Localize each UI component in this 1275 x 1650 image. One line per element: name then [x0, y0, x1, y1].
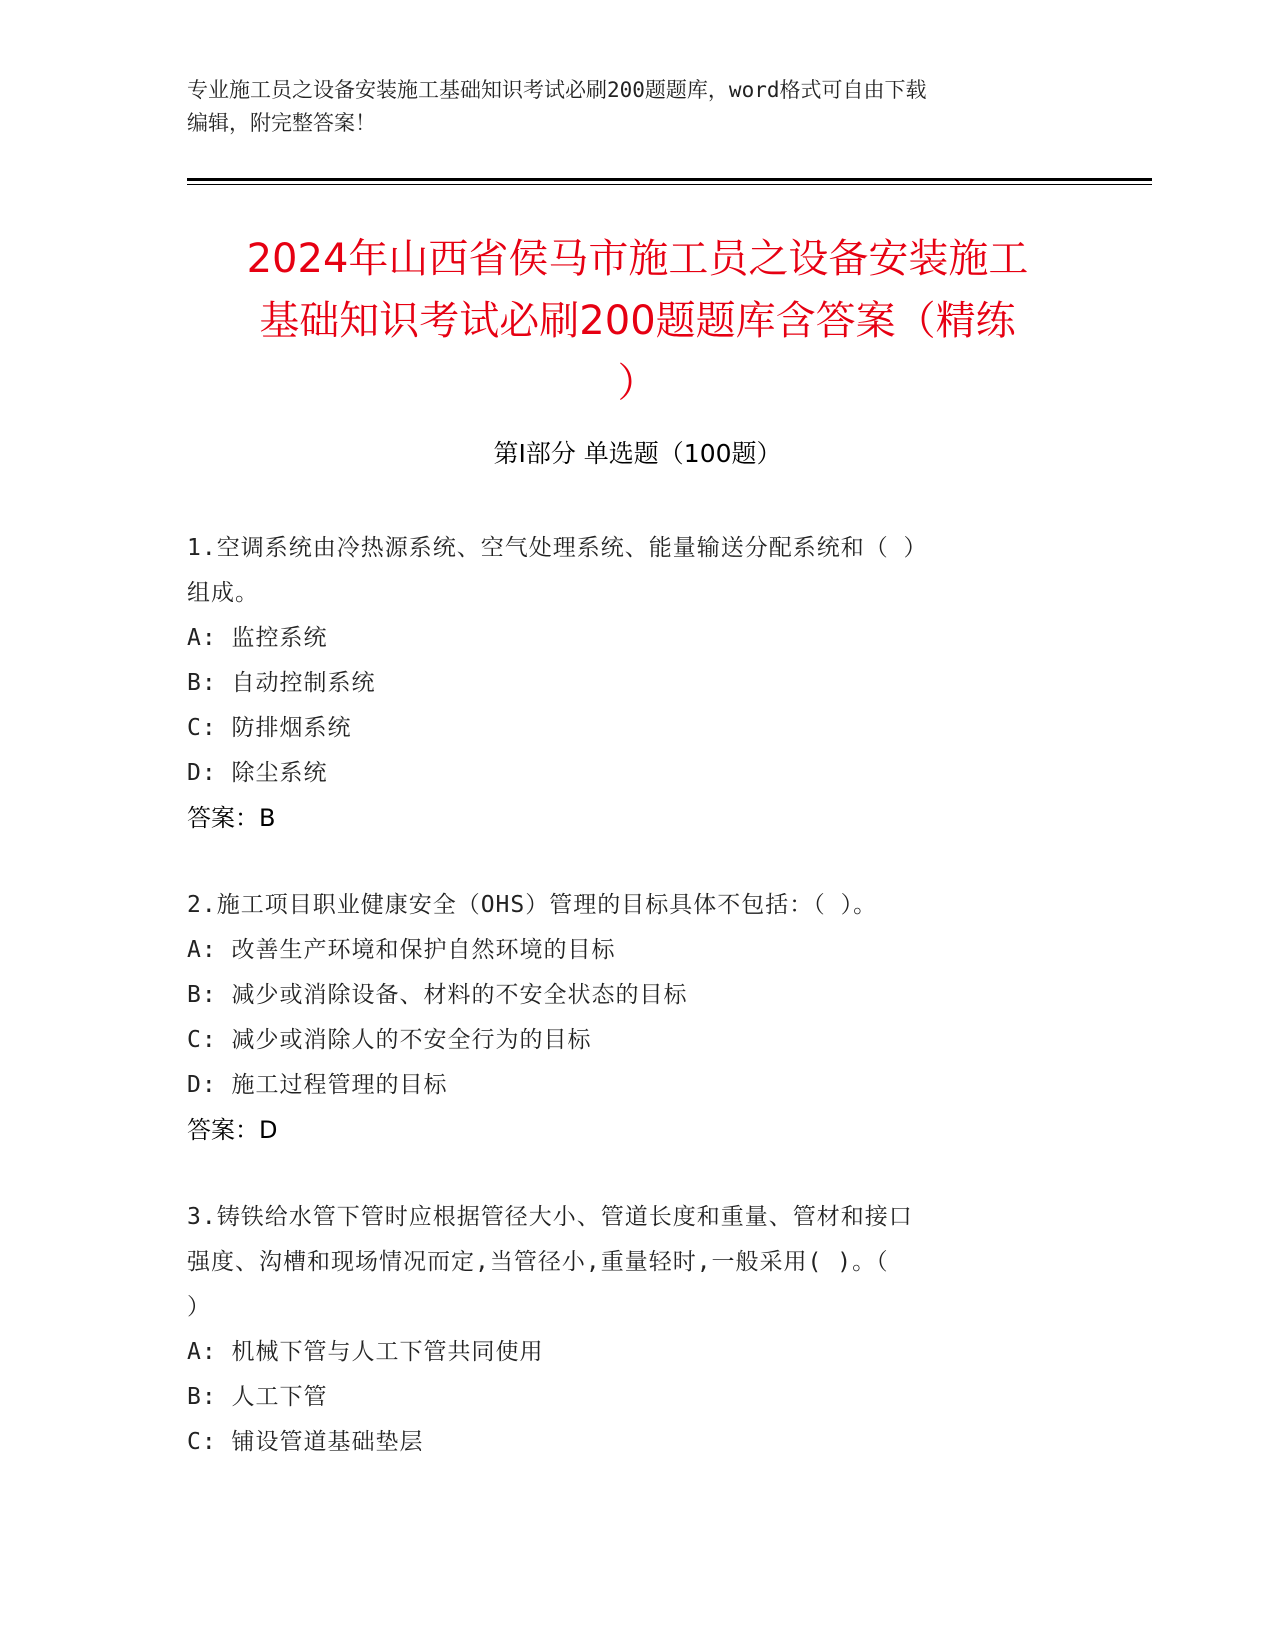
option-c: C: 减少或消除人的不安全行为的目标	[187, 1027, 592, 1053]
option-c: C: 防排烟系统	[187, 715, 352, 741]
question-list	[187, 526, 1067, 1507]
question-3	[187, 1195, 1067, 1465]
question-stem-line: 组成。	[187, 580, 259, 606]
header-note-line-1: 专业施工员之设备安装施工基础知识考试必刷200题题库，word格式可自由下载	[187, 78, 927, 102]
question-2	[187, 883, 1067, 1153]
option-b: B: 减少或消除设备、材料的不安全状态的目标	[187, 982, 688, 1008]
title-line-2: 基础知识考试必刷200题题库含答案（精练	[259, 298, 1016, 344]
option-a: A: 监控系统	[187, 625, 328, 651]
header-divider-thin	[187, 184, 1152, 185]
question-1	[187, 526, 1067, 841]
question-stem-line: 2.施工项目职业健康安全（OHS）管理的目标具体不包括：（ ）。	[187, 892, 878, 918]
question-stem-line: ）	[187, 1294, 211, 1320]
title-line-1: 2024年山西省侯马市施工员之设备安装施工	[246, 236, 1029, 282]
answer: 答案：B	[187, 804, 276, 832]
option-a: A: 机械下管与人工下管共同使用	[187, 1339, 544, 1365]
header-divider-thick	[187, 178, 1152, 181]
option-c: C: 铺设管道基础垫层	[187, 1429, 424, 1455]
question-stem-line: 1.空调系统由冷热源系统、空气处理系统、能量输送分配系统和（ ）	[187, 535, 928, 561]
option-d: D: 除尘系统	[187, 760, 328, 786]
question-stem-line: 强度、沟槽和现场情况而定,当管径小,重量轻时,一般采用( )。（	[187, 1249, 889, 1275]
title-line-3: ）	[617, 360, 658, 406]
answer: 答案：D	[187, 1116, 278, 1144]
section-heading: 第Ⅰ部分 单选题（100题）	[493, 439, 782, 468]
header-note-line-2: 编辑，附完整答案！	[187, 111, 376, 135]
option-a: A: 改善生产环境和保护自然环境的目标	[187, 937, 616, 963]
question-stem-line: 3.铸铁给水管下管时应根据管径大小、管道长度和重量、管材和接口	[187, 1204, 913, 1230]
option-b: B: 人工下管	[187, 1384, 328, 1410]
document-title	[150, 228, 1125, 414]
header-note	[187, 74, 1067, 140]
option-d: D: 施工过程管理的目标	[187, 1072, 448, 1098]
option-b: B: 自动控制系统	[187, 670, 376, 696]
